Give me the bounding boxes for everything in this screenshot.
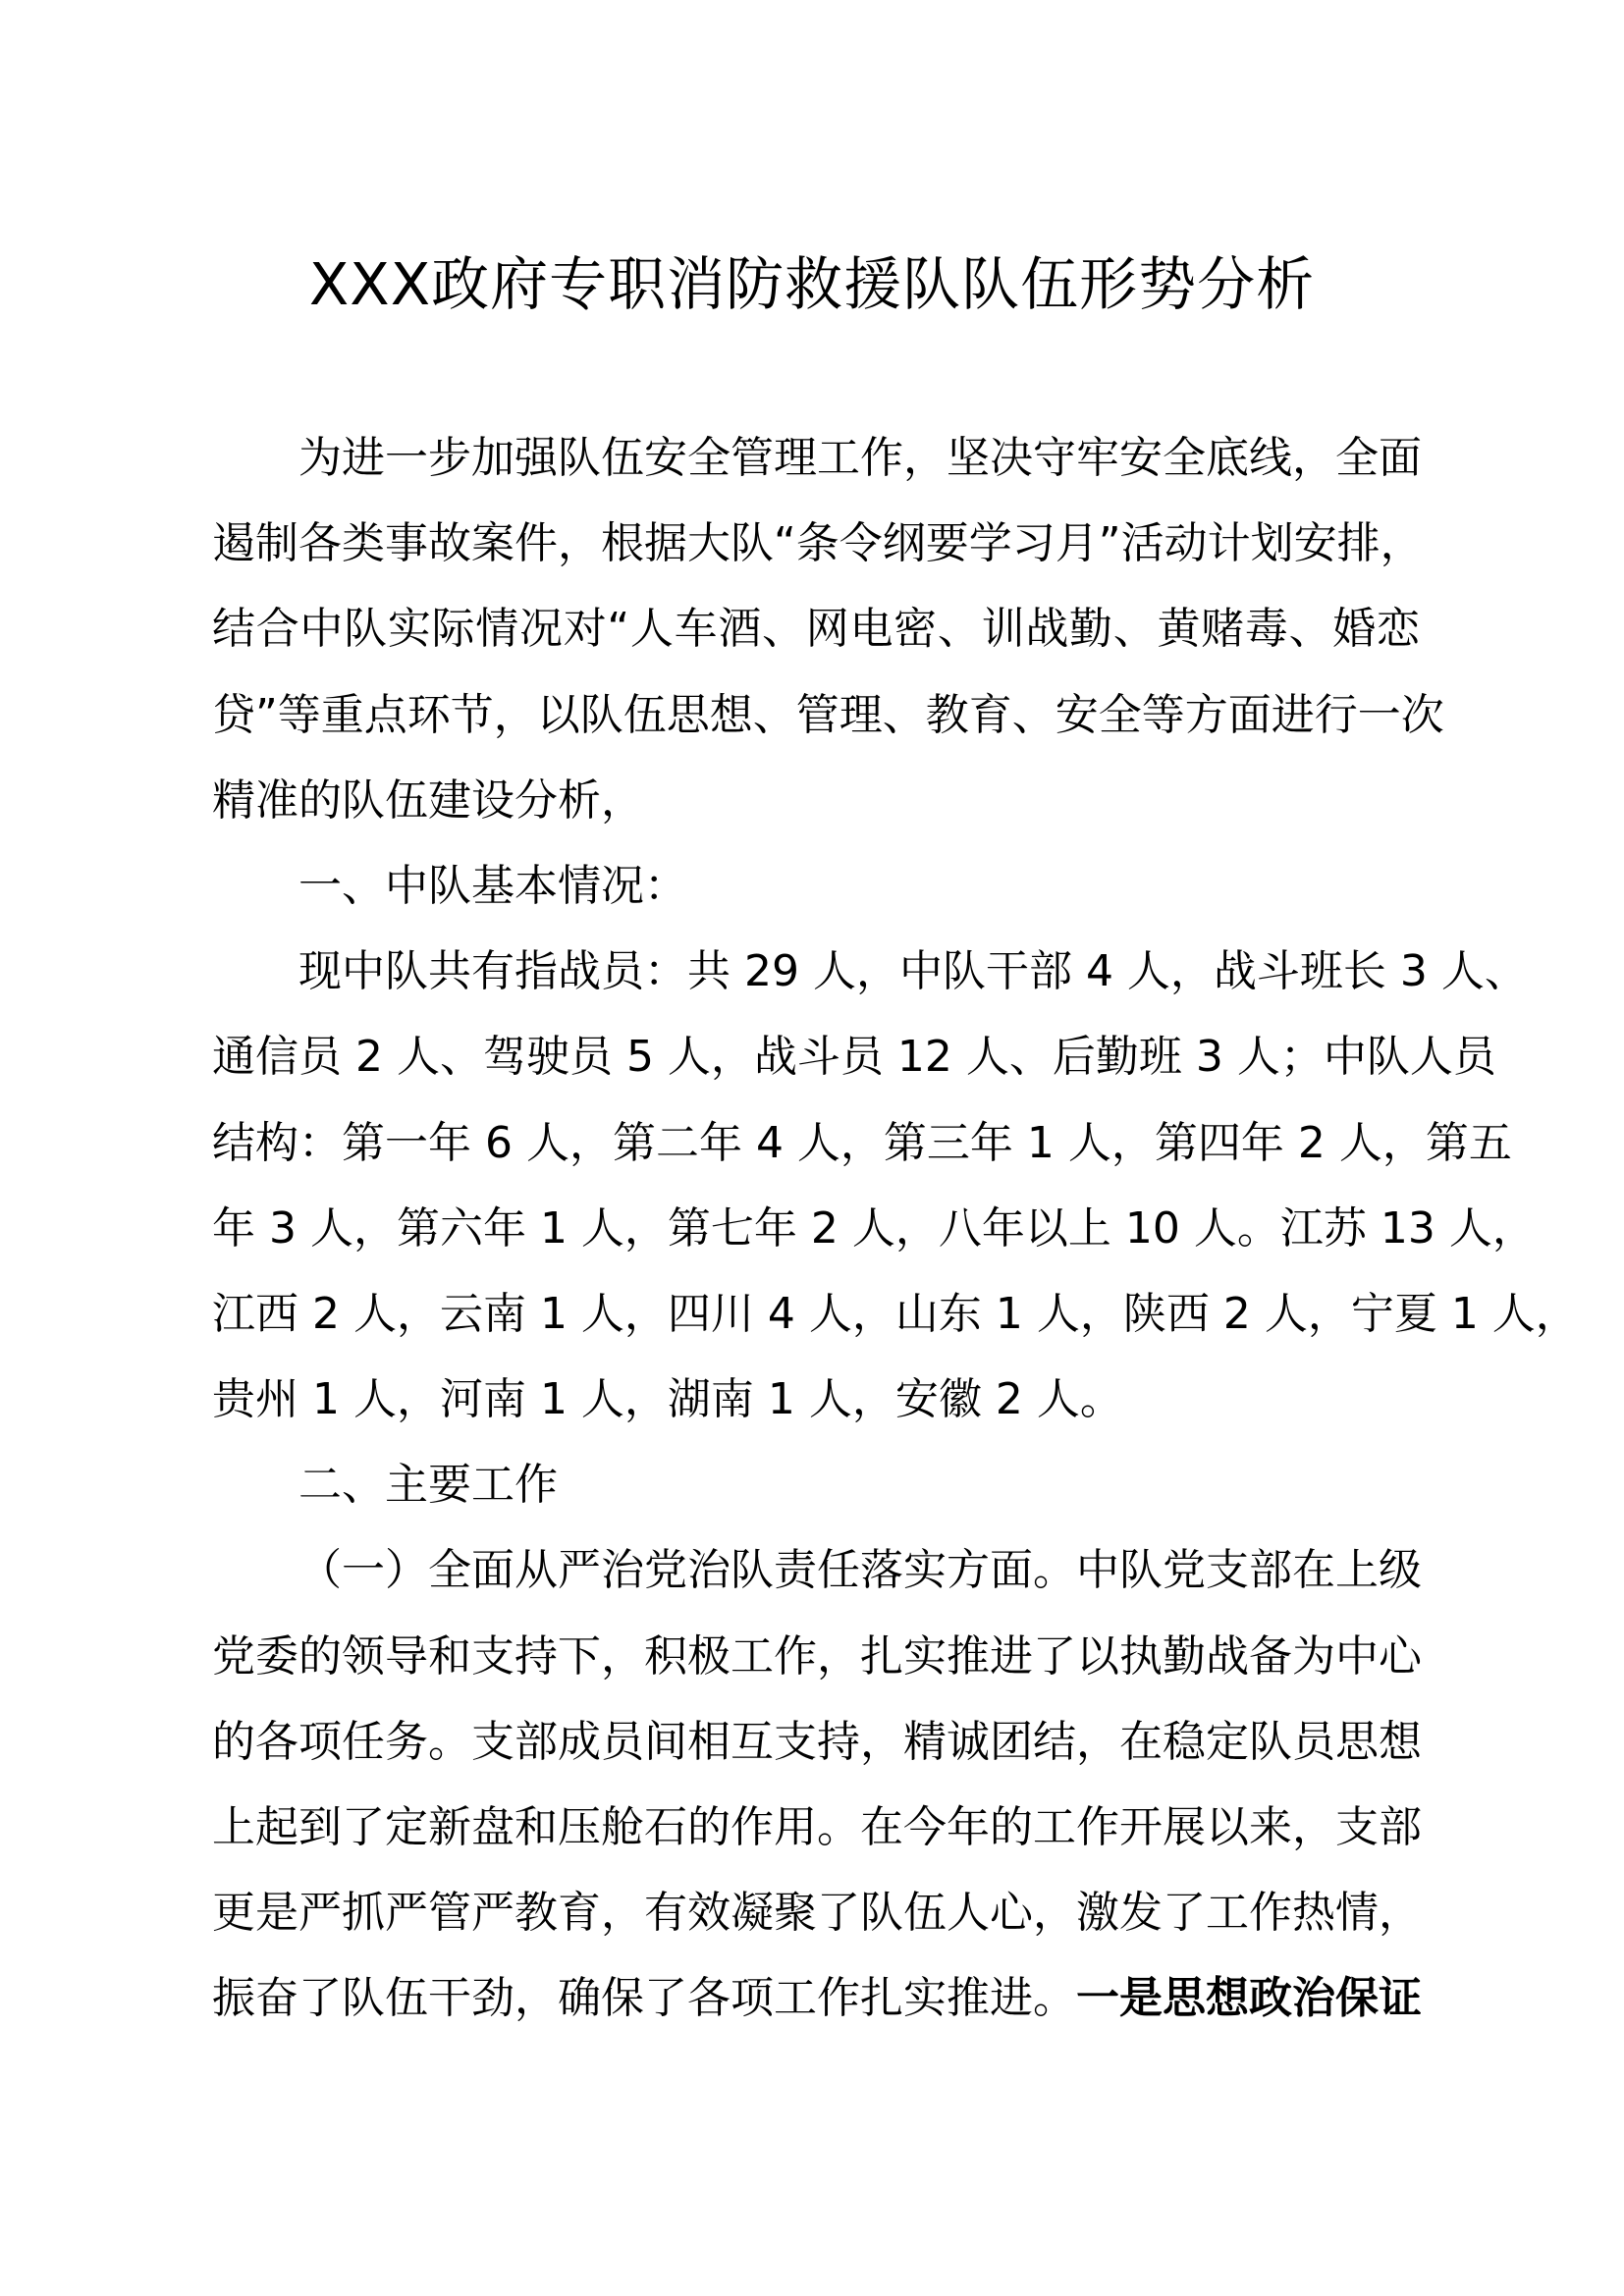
paragraph-line: 结合中队实际情况对“人车酒、网电密、训战勤、黄赌毒、婚恋 (212, 604, 1420, 655)
document-body (212, 415, 1579, 2042)
paragraph-line: 结构：第一年 6 人，第二年 4 人，第三年 1 人，第四年 2 人，第五 (212, 1117, 1512, 1168)
section-heading: 二、主要工作 (298, 1460, 558, 1511)
paragraph-line: 为进一步加强队伍安全管理工作，坚决守牢安全底线，全面 (298, 433, 1422, 483)
paragraph-line: 更是严抓严管严教育，有效凝聚了队伍人心，激发了工作热情， (212, 1888, 1422, 1939)
paragraph-line: 的各项任务。支部成员间相互支持，精诚团结，在稳定队员思想 (212, 1716, 1422, 1767)
paragraph-line: 上起到了定新盘和压舱石的作用。在今年的工作开展以来，支部 (212, 1802, 1422, 1852)
paragraph-line: 精准的队伍建设分析， (212, 774, 644, 826)
paragraph-line-mixed (212, 1955, 1420, 2041)
paragraph-text: 振奋了队伍干劲，确保了各项工作扎实推进。 (212, 1973, 1076, 2024)
bold-lead-text: 一是思想政治保证 (1076, 1973, 1422, 2024)
paragraph-line: 贵州 1 人，河南 1 人，湖南 1 人，安徽 2 人。 (212, 1374, 1123, 1425)
paragraph-line: 年 3 人，第六年 1 人，第七年 2 人，八年以上 10 人。江苏 13 人， (212, 1202, 1536, 1254)
paragraph-line: 现中队共有指战员：共 29 人，中队干部 4 人，战斗班长 3 人、 (298, 946, 1528, 997)
paragraph-line: （一）全面从严治党治队责任落实方面。中队党支部在上级 (298, 1545, 1422, 1596)
paragraph-line: 遏制各类事故案件，根据大队“条令纲要学习月”活动计划安排， (212, 518, 1424, 569)
paragraph-line: 党委的领导和支持下，积极工作，扎实推进了以执勤战备为中心 (212, 1630, 1422, 1682)
document-title: XXX政府专职消防救援队队伍形势分析 (308, 250, 1316, 318)
paragraph-line: 贷”等重点环节，以队伍思想、管理、教育、安全等方面进行一次 (212, 689, 1444, 740)
paragraph-line: 通信员 2 人、驾驶员 5 人，战斗员 12 人、后勤班 3 人；中队人员 (212, 1032, 1496, 1083)
section-heading: 一、中队基本情况： (298, 860, 687, 911)
paragraph-line: 江西 2 人，云南 1 人，四川 4 人，山东 1 人，陕西 2 人，宁夏 1 人， (212, 1288, 1579, 1339)
